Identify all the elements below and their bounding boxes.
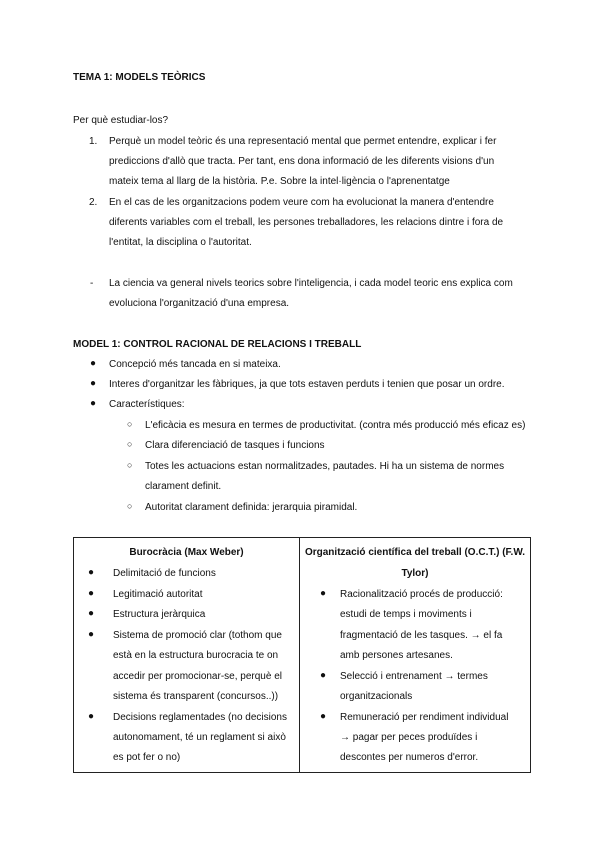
comparison-table	[73, 537, 531, 773]
table-item-text: estudi de temps i moviments i	[340, 609, 472, 620]
table-item-text: està en la estructura burocracia te on	[113, 650, 279, 661]
circle-bullet-icon: ○	[127, 439, 133, 449]
oct-title-line: Organització científica del treball (O.C.T.) (F.W.	[304, 547, 526, 558]
bureaucracy-title: Burocràcia (Max Weber)	[129, 547, 244, 558]
table-item-text: Legitimació autoritat	[113, 589, 203, 600]
bullet-dot-icon: ●	[90, 358, 97, 369]
circle-bullet-icon: ○	[127, 460, 133, 470]
bullet-dot-icon: ●	[320, 588, 327, 599]
circle-bullet-icon: ○	[127, 419, 133, 429]
table-item-text: es pot fer o no)	[113, 752, 181, 763]
bullet-dot-icon: ●	[88, 711, 95, 722]
table-item-text: amb persones artesanes.	[340, 650, 453, 661]
bullet-dot-icon: ●	[88, 567, 95, 578]
table-item-text: Decisions reglamentades (no decisions	[113, 712, 287, 723]
bullet-text: Característiques:	[109, 399, 185, 410]
list-number: 2.	[89, 197, 98, 208]
note-line: La ciencia va general nivels teorics sobre l'inteligencia, i cada model teoric ens explica com	[109, 278, 513, 289]
bullet-dot-icon: ●	[90, 398, 97, 409]
bullet-dot-icon: ●	[320, 670, 327, 681]
list-item-line: mateix tema al llarg de la història. P.e. Sobre la intel·ligència o l'aprenentatge	[109, 176, 450, 187]
table-cell-oct	[300, 538, 531, 773]
list-item-line: En el cas de les organitzacions podem veure com ha evolucionat la manera d'entendre	[109, 197, 494, 208]
oct-title-line: Tylor)	[401, 567, 429, 579]
table-item-text: Selecció i entrenament → termes	[340, 671, 488, 682]
bullet-text: Interes d'organitzar les fàbriques, ja que tots estaven perduts i tenien que posar un ordre.	[109, 379, 505, 390]
table-item-text: fragmentació de les tasques. → el fa	[340, 630, 503, 641]
table-item-text: Delimitació de funcions	[113, 568, 216, 579]
list-item-line: l'entitat, la disciplina o l'autoritat.	[109, 237, 252, 248]
list-item-line: Perquè un model teòric és una representació mental que permet entendre, explicar i fer	[109, 136, 497, 147]
bullet-dot-icon: ●	[88, 629, 95, 640]
sub-bullet-text: Totes les actuacions estan normalitzades, pautades. Hi ha un sistema de normes	[145, 461, 505, 472]
dash-marker: -	[90, 278, 94, 289]
table-item-text: → pagar per peces produïdes i	[340, 732, 478, 743]
table-cell-bureaucracy	[74, 538, 300, 773]
list-item-line: diferents variables com el treball, les persones treballadores, les relacions dintre i fora de	[109, 217, 504, 228]
table-item-text: Sistema de promoció clar (tothom que	[113, 630, 282, 641]
table-item-text: Racionalització procés de producció:	[340, 589, 503, 600]
list-item-line: prediccions d'allò que tracta. Per tant, ens dona informació de les diferents visions d'un	[109, 156, 495, 167]
circle-bullet-icon: ○	[127, 501, 133, 511]
bullet-text: Concepció més tancada en si mateixa.	[109, 359, 281, 370]
sub-bullet-text: clarament definit.	[145, 481, 222, 492]
sub-bullet-text: L'eficàcia es mesura en termes de productivitat. (contra més producció més eficaz es)	[145, 420, 526, 431]
sub-bullet-text: Clara diferenciació de tasques i funcions	[145, 440, 325, 451]
list-number: 1.	[89, 136, 98, 147]
section-question: Per què estudiar-los?	[73, 115, 169, 126]
table-item-text: Estructura jeràrquica	[113, 609, 206, 620]
bullet-dot-icon: ●	[88, 588, 95, 599]
note-line: evoluciona l'organització d'una empresa.	[109, 298, 290, 309]
bullet-dot-icon: ●	[88, 608, 95, 619]
bullet-dot-icon: ●	[90, 378, 97, 389]
sub-bullet-text: Autoritat clarament definida: jerarquia piramidal.	[145, 502, 358, 513]
table-item-text: autonomament, té un reglament si això	[113, 732, 286, 743]
table-item-text: Remuneració per rendiment individual	[340, 712, 509, 723]
table-item-text: descontes per numeros d'error.	[340, 752, 479, 763]
document-title: TEMA 1: MODELS TEÒRICS	[73, 72, 206, 83]
bullet-dot-icon: ●	[320, 711, 327, 722]
model-heading: MODEL 1: CONTROL RACIONAL DE RELACIONS I TREBALL	[73, 339, 362, 350]
table-item-text: organitzacionals	[340, 691, 413, 702]
table-item-text: sistema és transparent (concursos..))	[113, 691, 279, 702]
table-item-text: accedir per promocionar-se, perquè el	[113, 671, 282, 682]
